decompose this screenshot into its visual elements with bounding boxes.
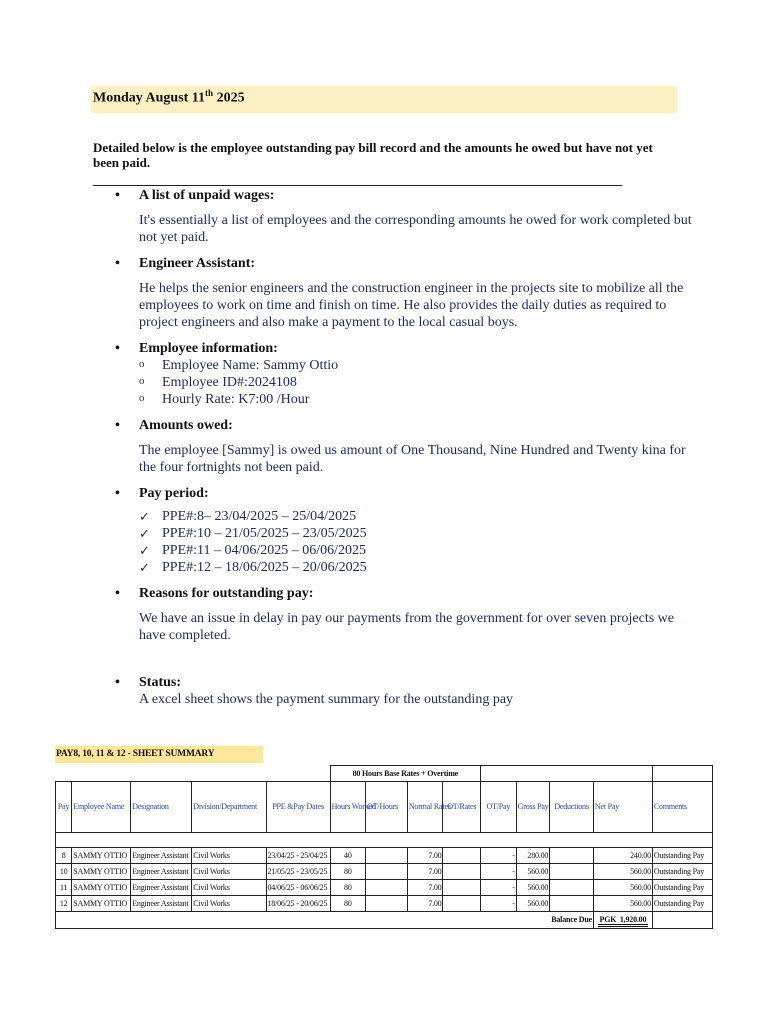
col-header: Gross Pay bbox=[516, 782, 550, 833]
col-header: Employee Name bbox=[72, 782, 131, 833]
table-cell: SAMMY OTTIO bbox=[72, 864, 131, 880]
balance-value bbox=[593, 912, 652, 929]
table-cell: 7.00 bbox=[407, 896, 443, 912]
table-cell: Civil Works bbox=[192, 848, 266, 864]
table-row bbox=[56, 880, 713, 896]
col-header: Division/Department bbox=[192, 782, 266, 833]
table-row bbox=[56, 864, 713, 880]
section-title-status: • Status: bbox=[139, 674, 699, 691]
table-cell: Civil Works bbox=[192, 864, 266, 880]
balance-label: Balance Due bbox=[56, 912, 594, 929]
col-header: Designation bbox=[131, 782, 192, 833]
table-cell: 8 bbox=[56, 848, 72, 864]
table-cell: 12 bbox=[56, 896, 72, 912]
table-cell bbox=[443, 848, 481, 864]
table-cell: Outstanding Pay bbox=[652, 896, 712, 912]
table-cell bbox=[443, 896, 481, 912]
col-header: Hours Worked bbox=[330, 782, 366, 833]
table-cell: Outstanding Pay bbox=[652, 848, 712, 864]
table-cell: 18/06/25 - 20/06/25 bbox=[266, 896, 330, 912]
date-text: Monday August 11 bbox=[93, 90, 206, 106]
table-cell: Engineer Assistant bbox=[131, 896, 192, 912]
table-cell: 80 bbox=[330, 864, 366, 880]
list-item: ✓ PPE#:8– 23/04/2025 – 25/04/2025 bbox=[139, 508, 699, 525]
table-cell: 280.00 bbox=[516, 848, 550, 864]
date-year: 2025 bbox=[213, 90, 245, 106]
pay-summary-table bbox=[55, 765, 713, 929]
table-cell: 21/05/25 - 23/05/25 bbox=[266, 864, 330, 880]
table-cell: SAMMY OTTIO bbox=[72, 848, 131, 864]
section-title-owed: • Amounts owed: bbox=[139, 417, 699, 434]
table-cell: 560.00 bbox=[516, 896, 550, 912]
pay-period-list bbox=[139, 508, 699, 576]
date-heading bbox=[91, 86, 677, 113]
table-cell: 560.00 bbox=[593, 896, 652, 912]
table-cell: Civil Works bbox=[192, 896, 266, 912]
table-cell bbox=[366, 848, 408, 864]
col-header: OT/Hours bbox=[366, 782, 408, 833]
table-cell: - bbox=[481, 864, 517, 880]
table-cell bbox=[366, 896, 408, 912]
table-cell: 80 bbox=[330, 896, 366, 912]
section-text-unpaid: It's essentially a list of employees and the corresponding amounts he owed for work completed but not yet paid. bbox=[139, 213, 692, 245]
table-cell: 80 bbox=[330, 880, 366, 896]
list-item: ✓ PPE#:11 – 04/06/2025 – 06/06/2025 bbox=[139, 542, 699, 559]
table-cell: Engineer Assistant bbox=[131, 864, 192, 880]
col-header: Normal Rates bbox=[407, 782, 443, 833]
section-title-period: • Pay period: bbox=[139, 485, 699, 502]
sheet-rows bbox=[56, 848, 713, 912]
col-header: Comments bbox=[652, 782, 712, 833]
list-item: ✓ PPE#:12 – 18/06/2025 – 20/06/2025 bbox=[139, 559, 699, 576]
table-cell: Outstanding Pay bbox=[652, 880, 712, 896]
date-ordinal: th bbox=[205, 88, 214, 98]
table-cell: 7.00 bbox=[407, 864, 443, 880]
table-cell: 7.00 bbox=[407, 880, 443, 896]
table-cell bbox=[366, 880, 408, 896]
rates-span-header: 80 Hours Base Rates + Overtime bbox=[330, 766, 481, 782]
sheet-title: PAY8, 10, 11 & 12 - SHEET SUMMARY bbox=[55, 746, 263, 763]
employee-info-list bbox=[139, 357, 699, 408]
super-header-row bbox=[56, 766, 713, 782]
table-cell: 04/06/25 - 06/06/25 bbox=[266, 880, 330, 896]
section-title-unpaid: • A list of unpaid wages: bbox=[139, 187, 699, 204]
table-cell bbox=[550, 896, 594, 912]
table-cell bbox=[550, 864, 594, 880]
table-cell: 11 bbox=[56, 880, 72, 896]
balance-row bbox=[56, 912, 713, 929]
table-row bbox=[56, 848, 713, 864]
table-cell: 10 bbox=[56, 864, 72, 880]
col-header: PPE &Pay Dates bbox=[266, 782, 330, 833]
section-title-info: • Employee information: bbox=[139, 340, 699, 357]
table-cell: Outstanding Pay bbox=[652, 864, 712, 880]
col-header: Net Pay bbox=[593, 782, 652, 833]
table-cell: 240.00 bbox=[593, 848, 652, 864]
divider-line bbox=[93, 185, 622, 186]
table-row bbox=[56, 896, 713, 912]
table-cell: 560.00 bbox=[593, 880, 652, 896]
table-cell: Engineer Assistant bbox=[131, 848, 192, 864]
col-header: OT/Pay bbox=[481, 782, 517, 833]
col-header: OT/Rates bbox=[443, 782, 481, 833]
table-cell bbox=[550, 848, 594, 864]
intro-paragraph: Detailed below is the employee outstanding pay bill record and the amounts he owed but have not yet been paid. bbox=[93, 140, 653, 170]
table-cell: 7.00 bbox=[407, 848, 443, 864]
report-body bbox=[139, 187, 699, 708]
table-cell: Civil Works bbox=[192, 880, 266, 896]
table-cell: 560.00 bbox=[516, 864, 550, 880]
section-title-assistant: • Engineer Assistant: bbox=[139, 255, 699, 272]
table-cell: SAMMY OTTIO bbox=[72, 896, 131, 912]
section-text-status: A excel sheet shows the payment summary for the outstanding pay bbox=[139, 692, 514, 707]
table-cell: - bbox=[481, 848, 517, 864]
balance-amount: 1,920.00 bbox=[619, 915, 647, 924]
table-cell bbox=[443, 880, 481, 896]
col-header: Pay bbox=[56, 782, 72, 833]
header-row bbox=[56, 782, 713, 833]
table-cell bbox=[550, 880, 594, 896]
table-cell: 560.00 bbox=[593, 864, 652, 880]
table-cell bbox=[366, 864, 408, 880]
section-title-reasons: • Reasons for outstanding pay: bbox=[139, 585, 699, 602]
balance-currency: PGK bbox=[599, 915, 617, 924]
table-cell: - bbox=[481, 880, 517, 896]
section-text-assistant: He helps the senior engineers and the construction engineer in the projects site to mobilize all the employees to work on time and finish on time. He also provides the daily duties as required to project engineers and also make a payment to the local casual boys. bbox=[139, 281, 684, 330]
list-item: ✓ PPE#:10 – 21/05/2025 – 23/05/2025 bbox=[139, 525, 699, 542]
section-text-owed: The employee [Sammy] is owed us amount of One Thousand, Nine Hundred and Twenty kina for the four fortnights not been paid. bbox=[139, 443, 686, 475]
section-text-reasons: We have an issue in delay in pay our payments from the government for over seven projects we have completed. bbox=[139, 611, 674, 643]
table-cell: - bbox=[481, 896, 517, 912]
list-item: o Hourly Rate: K7:00 /Hour bbox=[139, 391, 699, 408]
table-cell: 560.00 bbox=[516, 880, 550, 896]
table-cell: Engineer Assistant bbox=[131, 880, 192, 896]
list-item: o Employee Name: Sammy Ottio bbox=[139, 357, 699, 374]
spacer-row bbox=[56, 833, 713, 848]
table-cell: 40 bbox=[330, 848, 366, 864]
list-item: o Employee ID#:2024108 bbox=[139, 374, 699, 391]
col-header: Deductions bbox=[550, 782, 594, 833]
table-cell bbox=[443, 864, 481, 880]
table-cell: 23/04/25 - 25/04/25 bbox=[266, 848, 330, 864]
table-cell: SAMMY OTTIO bbox=[72, 880, 131, 896]
